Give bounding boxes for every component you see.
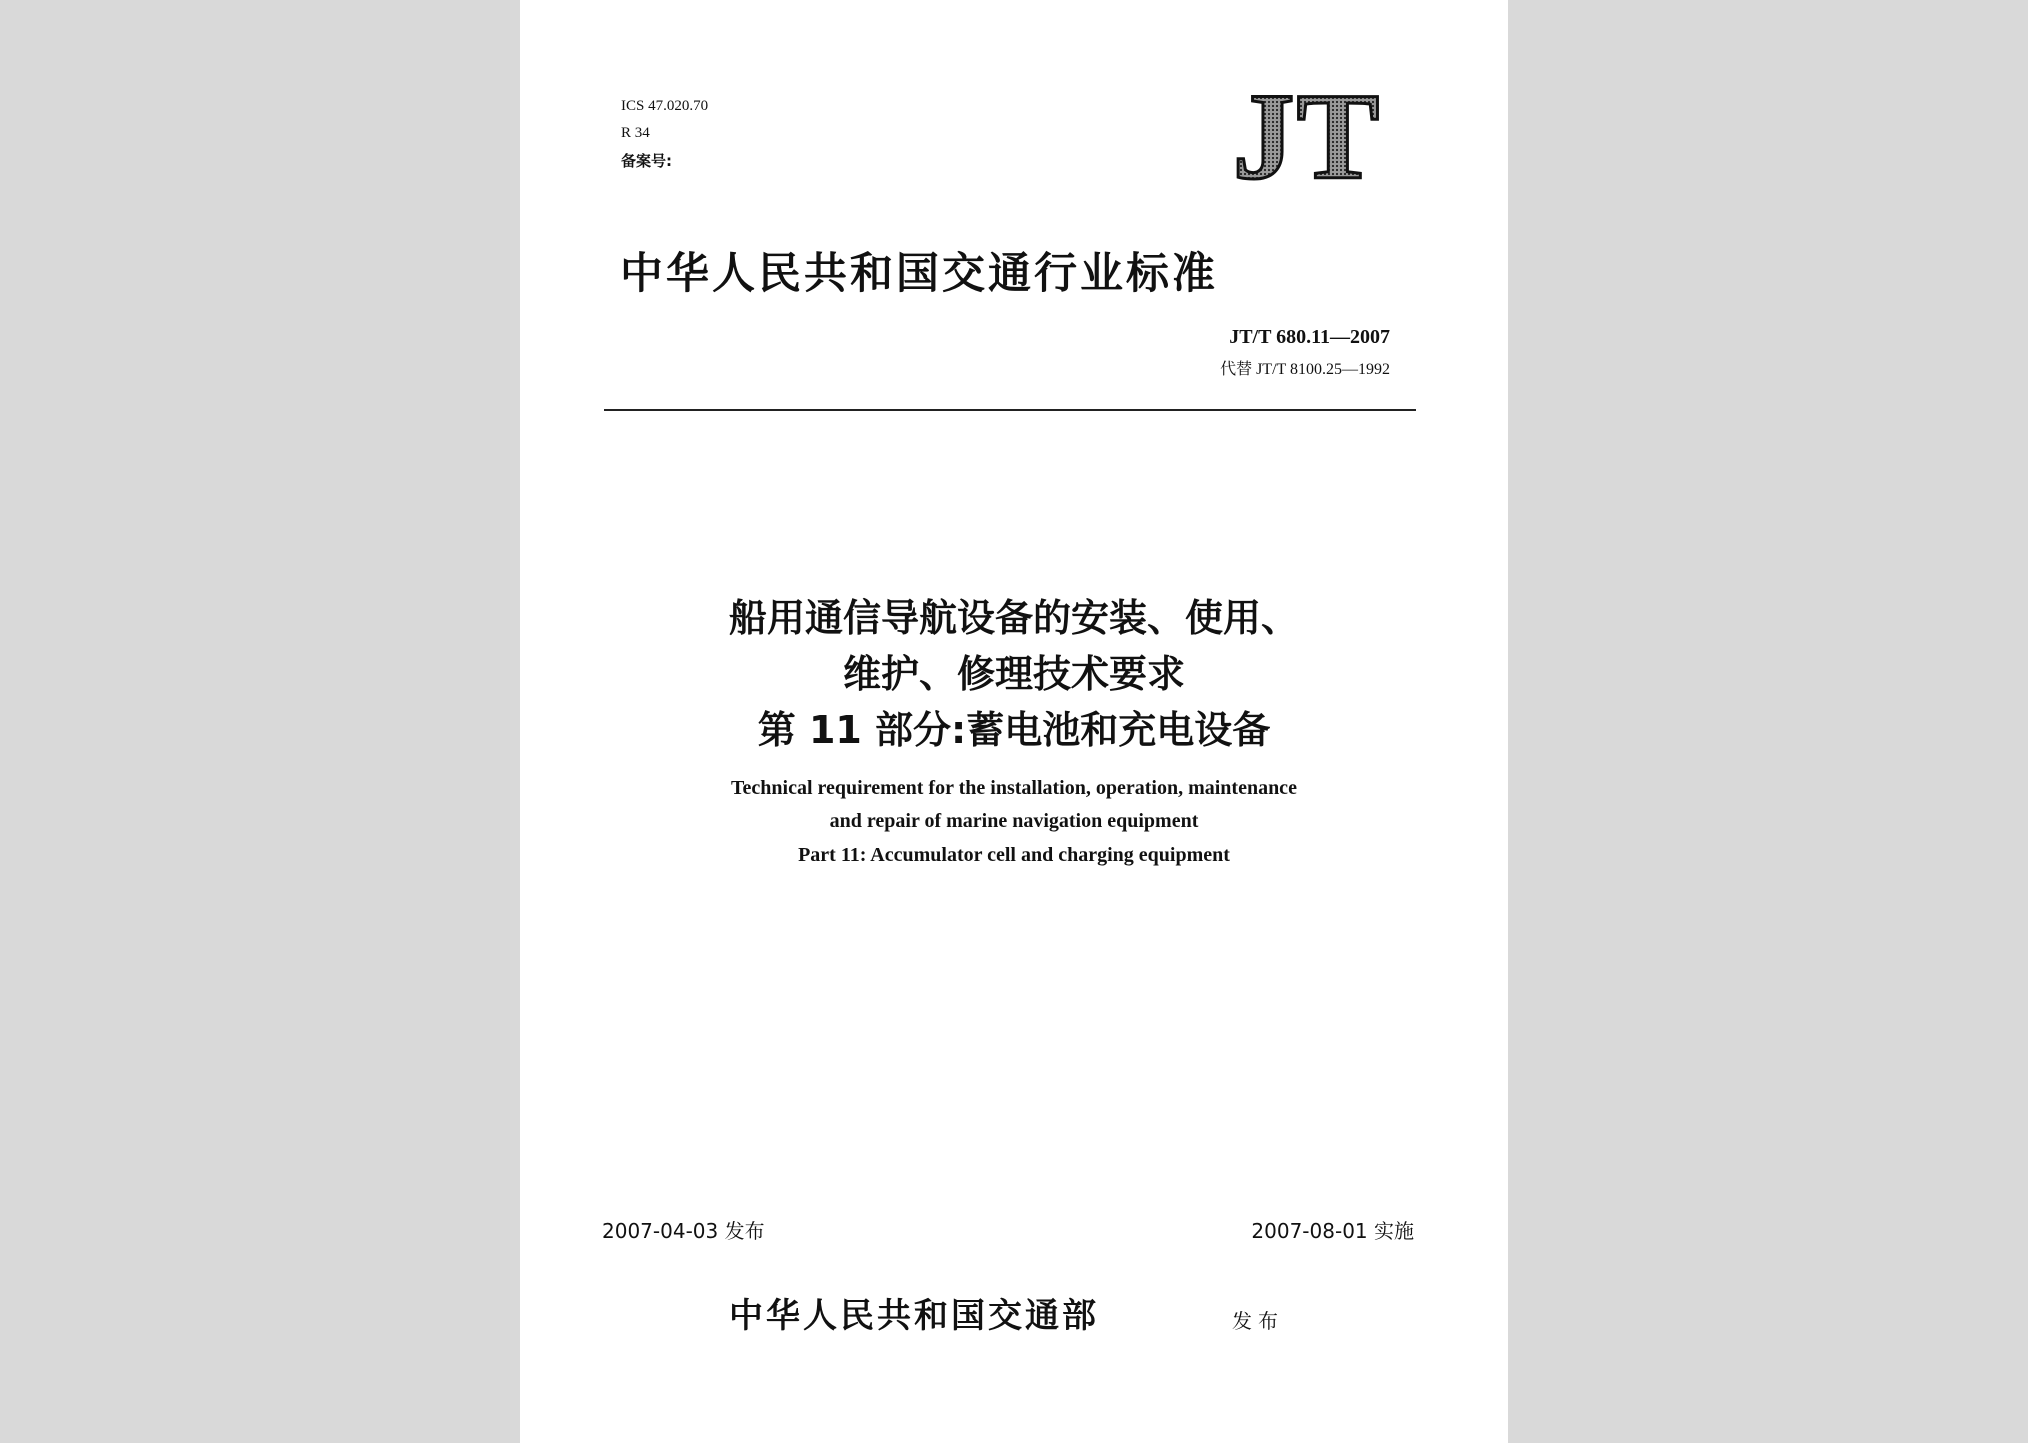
publish-label: 发布 xyxy=(1232,1309,1284,1333)
chinese-title-line-1: 船用通信导航设备的安装、使用、 xyxy=(728,596,1299,640)
effective-date: 2007-08-01 实施 xyxy=(1251,1219,1414,1243)
publisher-name: 中华人民共和国交通部 xyxy=(729,1296,1099,1336)
issue-date: 2007-04-03 发布 xyxy=(602,1219,765,1243)
header-divider xyxy=(604,409,1416,411)
chinese-title-line-3: 第 11 部分:蓄电池和充电设备 xyxy=(757,708,1271,752)
english-title-line-3: Part 11: Accumulator cell and charging equipment xyxy=(798,844,1230,866)
classification-code: R 34 xyxy=(621,125,650,141)
standard-code: JT/T 680.11—2007 xyxy=(1229,326,1390,348)
english-title-line-1: Technical requirement for the installation, operation, maintenance xyxy=(731,777,1297,799)
ics-code: ICS 47.020.70 xyxy=(621,98,709,114)
replaces-standard: 代替 JT/T 8100.25—1992 xyxy=(1220,361,1390,378)
chinese-title-line-2: 维护、修理技术要求 xyxy=(842,652,1185,696)
standard-category-title: 中华人民共和国交通行业标准 xyxy=(620,249,1218,299)
jt-logo-text: JT xyxy=(1232,80,1382,190)
english-title-line-2: and repair of marine navigation equipment xyxy=(829,810,1199,832)
jt-logo xyxy=(1207,80,1407,190)
record-number-label: 备案号: xyxy=(621,152,672,170)
document-page xyxy=(520,0,1508,1443)
